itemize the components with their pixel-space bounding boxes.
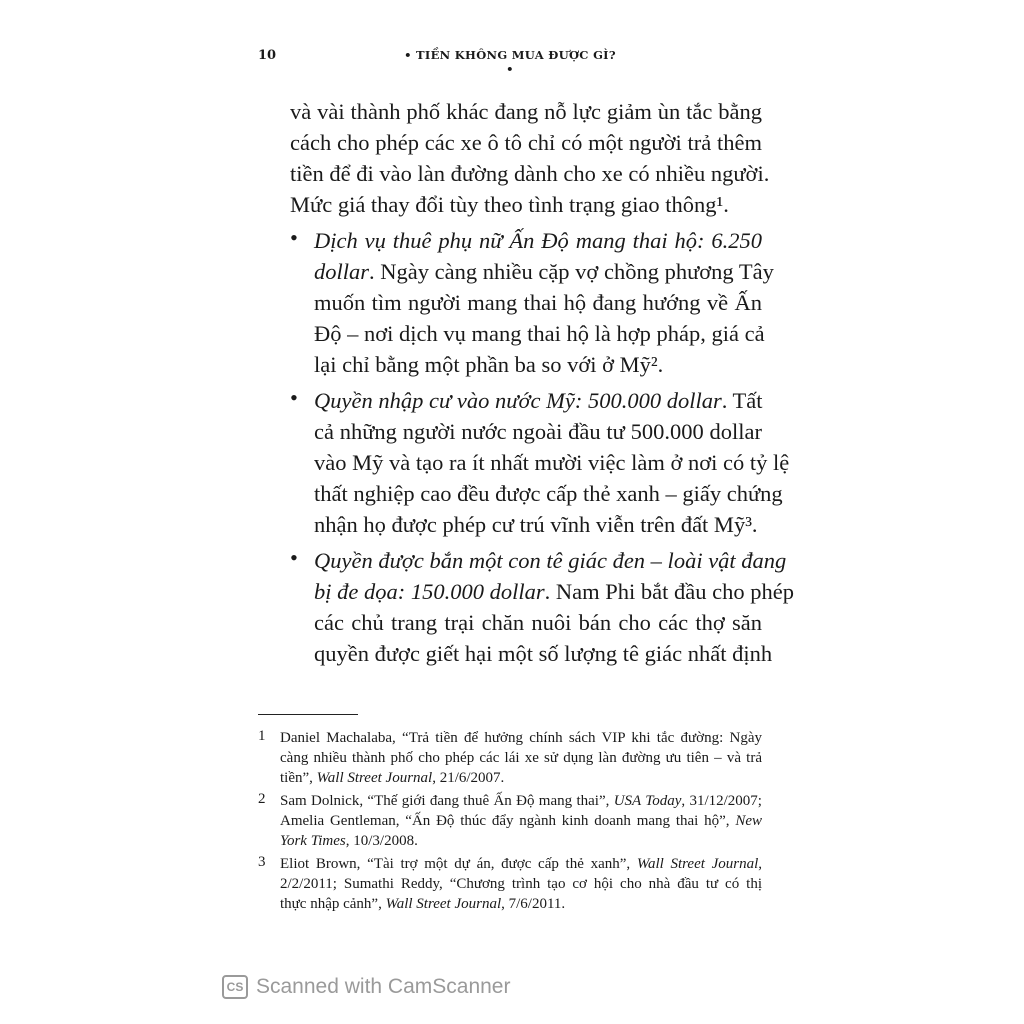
text: Sam Dolnick, “Thế giới đang thuê Ấn Độ mang thai”, (280, 793, 614, 809)
text: , (758, 856, 762, 872)
text-line: vào Mỹ và tạo ra ít nhất mười việc làm ở nơi có tỷ lệ (314, 450, 790, 475)
footnote-number: 3 (258, 854, 266, 870)
text: Amelia Gentleman, “Ấn Độ thúc đẩy ngành kinh doanh mang thai hộ”, (280, 813, 736, 829)
page-number: 10 (258, 48, 277, 63)
text-line: Daniel Machalaba, “Trả tiền để hưởng chính sách VIP khi tắc đường: Ngày (280, 730, 762, 746)
bullet-icon: • (290, 385, 298, 410)
lead-text: Quyền nhập cư vào nước Mỹ: 500.000 dollar (314, 388, 722, 413)
bullet-icon: • (290, 225, 298, 250)
text: . Tất (721, 388, 763, 413)
text: , 21/6/2007. (432, 770, 505, 786)
text-line: tiền để đi vào làn đường dành cho xe có nhiều người. (290, 161, 770, 186)
text-line: thất nghiệp cao đều được cấp thẻ xanh – giấy chứng (314, 481, 783, 506)
footnote-divider (258, 714, 358, 715)
body-text (290, 96, 794, 674)
text: , 7/6/2011. (501, 896, 566, 912)
footnote (258, 728, 762, 788)
running-title: • TIỀN KHÔNG MUA ĐƯỢC GÌ? • (404, 48, 616, 76)
bullet-item (290, 225, 774, 380)
source-title: New (735, 813, 762, 829)
text: . Ngày càng nhiều cặp vợ chồng phương Tây (369, 259, 774, 284)
source-title: Wall Street Journal (316, 770, 433, 786)
bullet-item (290, 385, 790, 540)
camscanner-watermark (222, 975, 510, 999)
footnotes (258, 728, 762, 917)
text-line: Mức giá thay đổi tùy theo tình trạng giao thông¹. (290, 192, 729, 217)
text-line: quyền được giết hại một số lượng tê giác nhất định (314, 641, 773, 666)
bullet-icon: • (290, 545, 298, 570)
text: , 31/12/2007; (681, 793, 762, 809)
text: Eliot Brown, “Tài trợ một dự án, được cấp thẻ xanh”, (280, 856, 637, 872)
text-line: càng nhiều thành phố cho phép các lái xe sử dụng làn đường ưu tiên – và trả (280, 750, 762, 766)
text: . Nam Phi bắt đầu cho phép (544, 579, 794, 604)
source-title: York Times (280, 833, 346, 849)
text-line: cả những người nước ngoài đầu tư 500.000 dollar (314, 419, 762, 444)
bullet-item (290, 545, 794, 669)
text-line: 2/2/2011; Sumathi Reddy, “Chương trình tạo cơ hội cho nhà đầu tư có thị (280, 876, 762, 892)
text: thực nhập cảnh”, (280, 896, 386, 912)
text: tiền”, (280, 770, 317, 786)
text-line: và vài thành phố khác đang nỗ lực giảm ùn tắc bằng (290, 99, 762, 124)
source-title: Wall Street Journal (385, 896, 502, 912)
footnote (258, 791, 762, 851)
text-line: cách cho phép các xe ô tô chỉ có một người trả thêm (290, 130, 762, 155)
intro-paragraph (290, 96, 770, 220)
footnote (258, 854, 762, 914)
text-line: Quyền được bắn một con tê giác đen – loài vật đang (314, 548, 787, 573)
lead-text: bị đe dọa: 150.000 dollar (314, 579, 545, 604)
footnote-number: 2 (258, 791, 266, 807)
camscanner-logo-icon: CS (222, 975, 248, 999)
text-line: Dịch vụ thuê phụ nữ Ấn Độ mang thai hộ: 6.250 (314, 228, 762, 253)
watermark-text: Scanned with CamScanner (256, 975, 511, 998)
footnote-number: 1 (258, 728, 266, 744)
text-line: muốn tìm người mang thai hộ đang hướng về Ấn (314, 290, 762, 315)
text: , 10/3/2008. (345, 833, 418, 849)
text-line: Độ – nơi dịch vụ mang thai hộ là hợp pháp, giá cả (314, 321, 765, 346)
lead-text: dollar (314, 259, 370, 284)
text-line: lại chỉ bằng một phần ba so với ở Mỹ². (314, 352, 664, 377)
text-line: nhận họ được phép cư trú vĩnh viễn trên đất Mỹ³. (314, 512, 758, 537)
source-title: Wall Street Journal (636, 856, 759, 872)
text-line: các chủ trang trại chăn nuôi bán cho các thợ săn (314, 610, 762, 635)
source-title: USA Today (613, 793, 682, 809)
